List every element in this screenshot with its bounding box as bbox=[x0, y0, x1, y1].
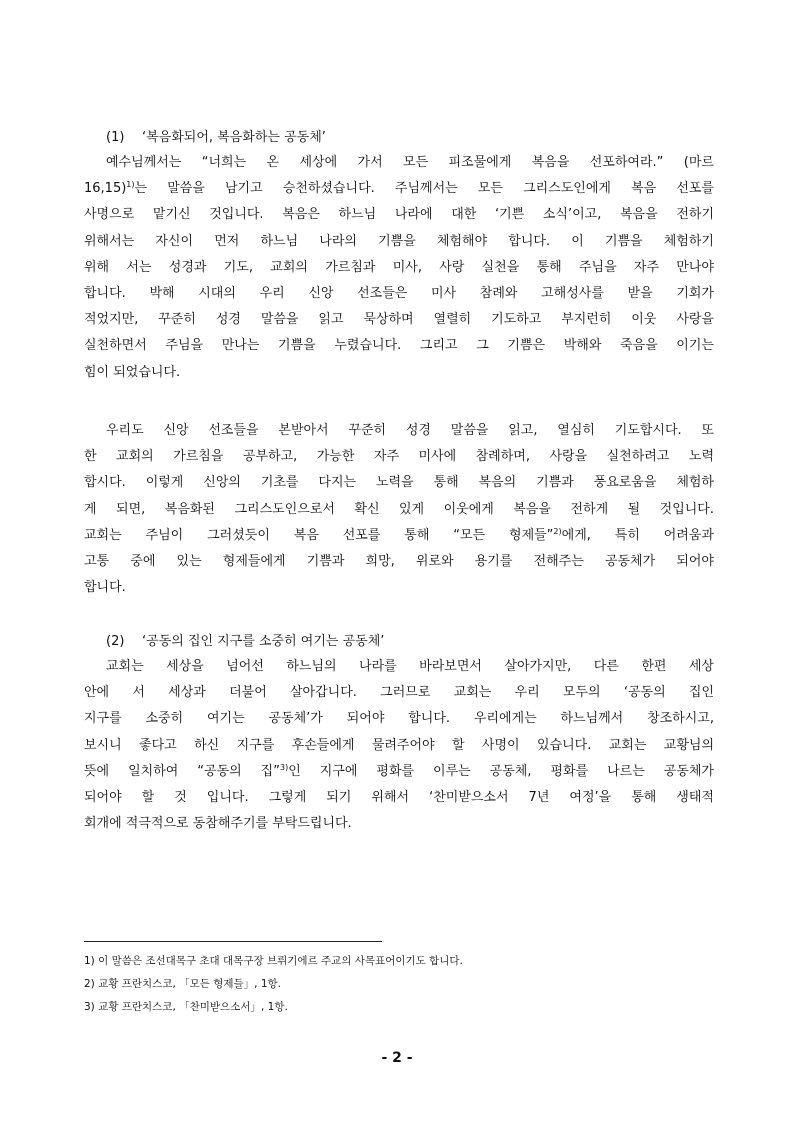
text-line: 사명으로 맡기신 것입니다. 복음은 하느님 나라에 대한 ‘기쁜 소식’이고, 복음을 전하기 bbox=[84, 207, 714, 223]
section-1-paragraph-1 bbox=[84, 150, 714, 386]
section-2-title: ‘공동의 집인 지구를 소중히 여기는 공동체’ bbox=[142, 634, 385, 649]
section-1-paragraph-2 bbox=[84, 418, 714, 601]
section-2 bbox=[84, 632, 714, 837]
text-line: 적었지만, 꾸준히 성경 말씀을 읽고 묵상하며 열렬히 기도하고 부지런히 이웃 사랑을 bbox=[84, 312, 714, 328]
section-2-number: (2) bbox=[106, 634, 125, 649]
footnote-ref-2[interactable]: 2) bbox=[553, 526, 562, 536]
text-line: 교회는 세상을 넘어선 하느님의 나라를 바라보면서 살아가지만, 다른 한편 세상 bbox=[106, 659, 714, 674]
text-line: 보시니 좋다고 하신 지구를 후손들에게 물려주어야 할 사명이 있습니다. 교회는 교황님의 bbox=[84, 737, 714, 753]
text-line: 합니다. 박해 시대의 우리 신앙 선조들은 미사 참례와 고해성사를 받을 기회가 bbox=[84, 285, 714, 301]
text-line: 위해 서는 성경과 기도, 교회의 가르침과 미사, 사랑 실천을 통해 주님을 자주 만나야 bbox=[84, 259, 714, 275]
footnote-ref-3[interactable]: 3) bbox=[279, 762, 289, 772]
footnote-ref-1[interactable]: 1) bbox=[126, 180, 135, 190]
footnote-3: 3) 교황 프란치스코, 「찬미받으소서」, 1항. bbox=[84, 1001, 288, 1013]
footnote-2: 2) 교황 프란치스코, 「모든 형제들」, 1항. bbox=[84, 978, 282, 990]
text-line: 한 교회의 가르침을 공부하고, 가능한 자주 미사에 참례하며, 사랑을 실천하려고 노력 bbox=[84, 449, 714, 465]
text-line: 실천하면서 주님을 만나는 기쁨을 누렸습니다. 그리고 그 기쁨은 박해와 죽음을 이기는 bbox=[84, 338, 714, 354]
section-1-number: (1) bbox=[106, 130, 125, 145]
text-line: 합시다. 이렇게 신앙의 기초를 다지는 노력을 통해 복음의 기쁨과 풍요로움을 체험하 bbox=[84, 475, 714, 491]
text-line: 힘이 되었습니다. bbox=[84, 364, 181, 380]
text-line: 뜻에 일치하여 “공동의 집”$^{3)}$인 지구에 평화를 이루는 공동체, 평화를 나르는 공동체가 bbox=[84, 762, 714, 779]
text-line: 회개에 적극적으로 동참해주기를 부탁드립니다. bbox=[84, 816, 352, 832]
text-line: 되어야 할 것 입니다. 그렇게 되기 위해서 ‘찬미받으소서 7년 여정’을 통해 생태적 bbox=[84, 789, 714, 805]
section-2-paragraph bbox=[84, 654, 714, 837]
text-line: 게 되면, 복음화된 그리스도인으로서 확신 있게 이웃에게 복음을 전하게 될 것입니다. bbox=[84, 501, 714, 517]
text-line: 16,15)$^{1)}$는 말씀을 남기고 승천하셨습니다. 주님께서는 모든 그리스도인에게 복음 선포를 bbox=[84, 180, 714, 197]
page-number: - 2 - bbox=[381, 1050, 413, 1066]
text-line: 우리도 신앙 선조들을 본받아서 꾸준히 성경 말씀을 읽고, 열심히 기도합시다. 또 bbox=[106, 423, 714, 438]
text-line: 합니다. bbox=[84, 580, 126, 596]
text-line: 지구를 소중히 여기는 공동체’가 되어야 합니다. 우리에게는 하느님께서 창조하시고, bbox=[84, 711, 714, 727]
text-line: 고통 중에 있는 형제들에게 기쁨과 희망, 위로와 용기를 전해주는 공동체가 되어야 bbox=[84, 553, 714, 569]
footnote-divider bbox=[84, 941, 382, 942]
section-1-title: ‘복음화되어, 복음화하는 공동체’ bbox=[142, 130, 326, 145]
text-line: 안에 서 세상과 더불어 살아갑니다. 그러므로 교회는 우리 모두의 ‘공동의 집인 bbox=[84, 685, 714, 701]
footnote-1: 1) 이 말씀은 조선대목구 초대 대목구장 브뤼기에르 주교의 사목표어이기도 합니다. bbox=[84, 955, 463, 967]
section-1 bbox=[84, 128, 714, 386]
section-2-heading bbox=[84, 632, 714, 654]
footnotes bbox=[84, 950, 714, 1019]
text-line: 교회는 주님이 그러셨듯이 복음 선포를 통해 “모든 형제들”$^{2)}$에게, 특히 어려움과 bbox=[84, 526, 714, 543]
text-line: 예수님께서는 “너희는 온 세상에 가서 모든 피조물에게 복음을 선포하여라.” (마르 bbox=[106, 155, 714, 170]
text-line: 위해서는 자신이 먼저 하느님 나라의 기쁨을 체험해야 합니다. 이 기쁨을 체험하기 bbox=[84, 233, 714, 249]
section-1-heading bbox=[84, 128, 714, 150]
